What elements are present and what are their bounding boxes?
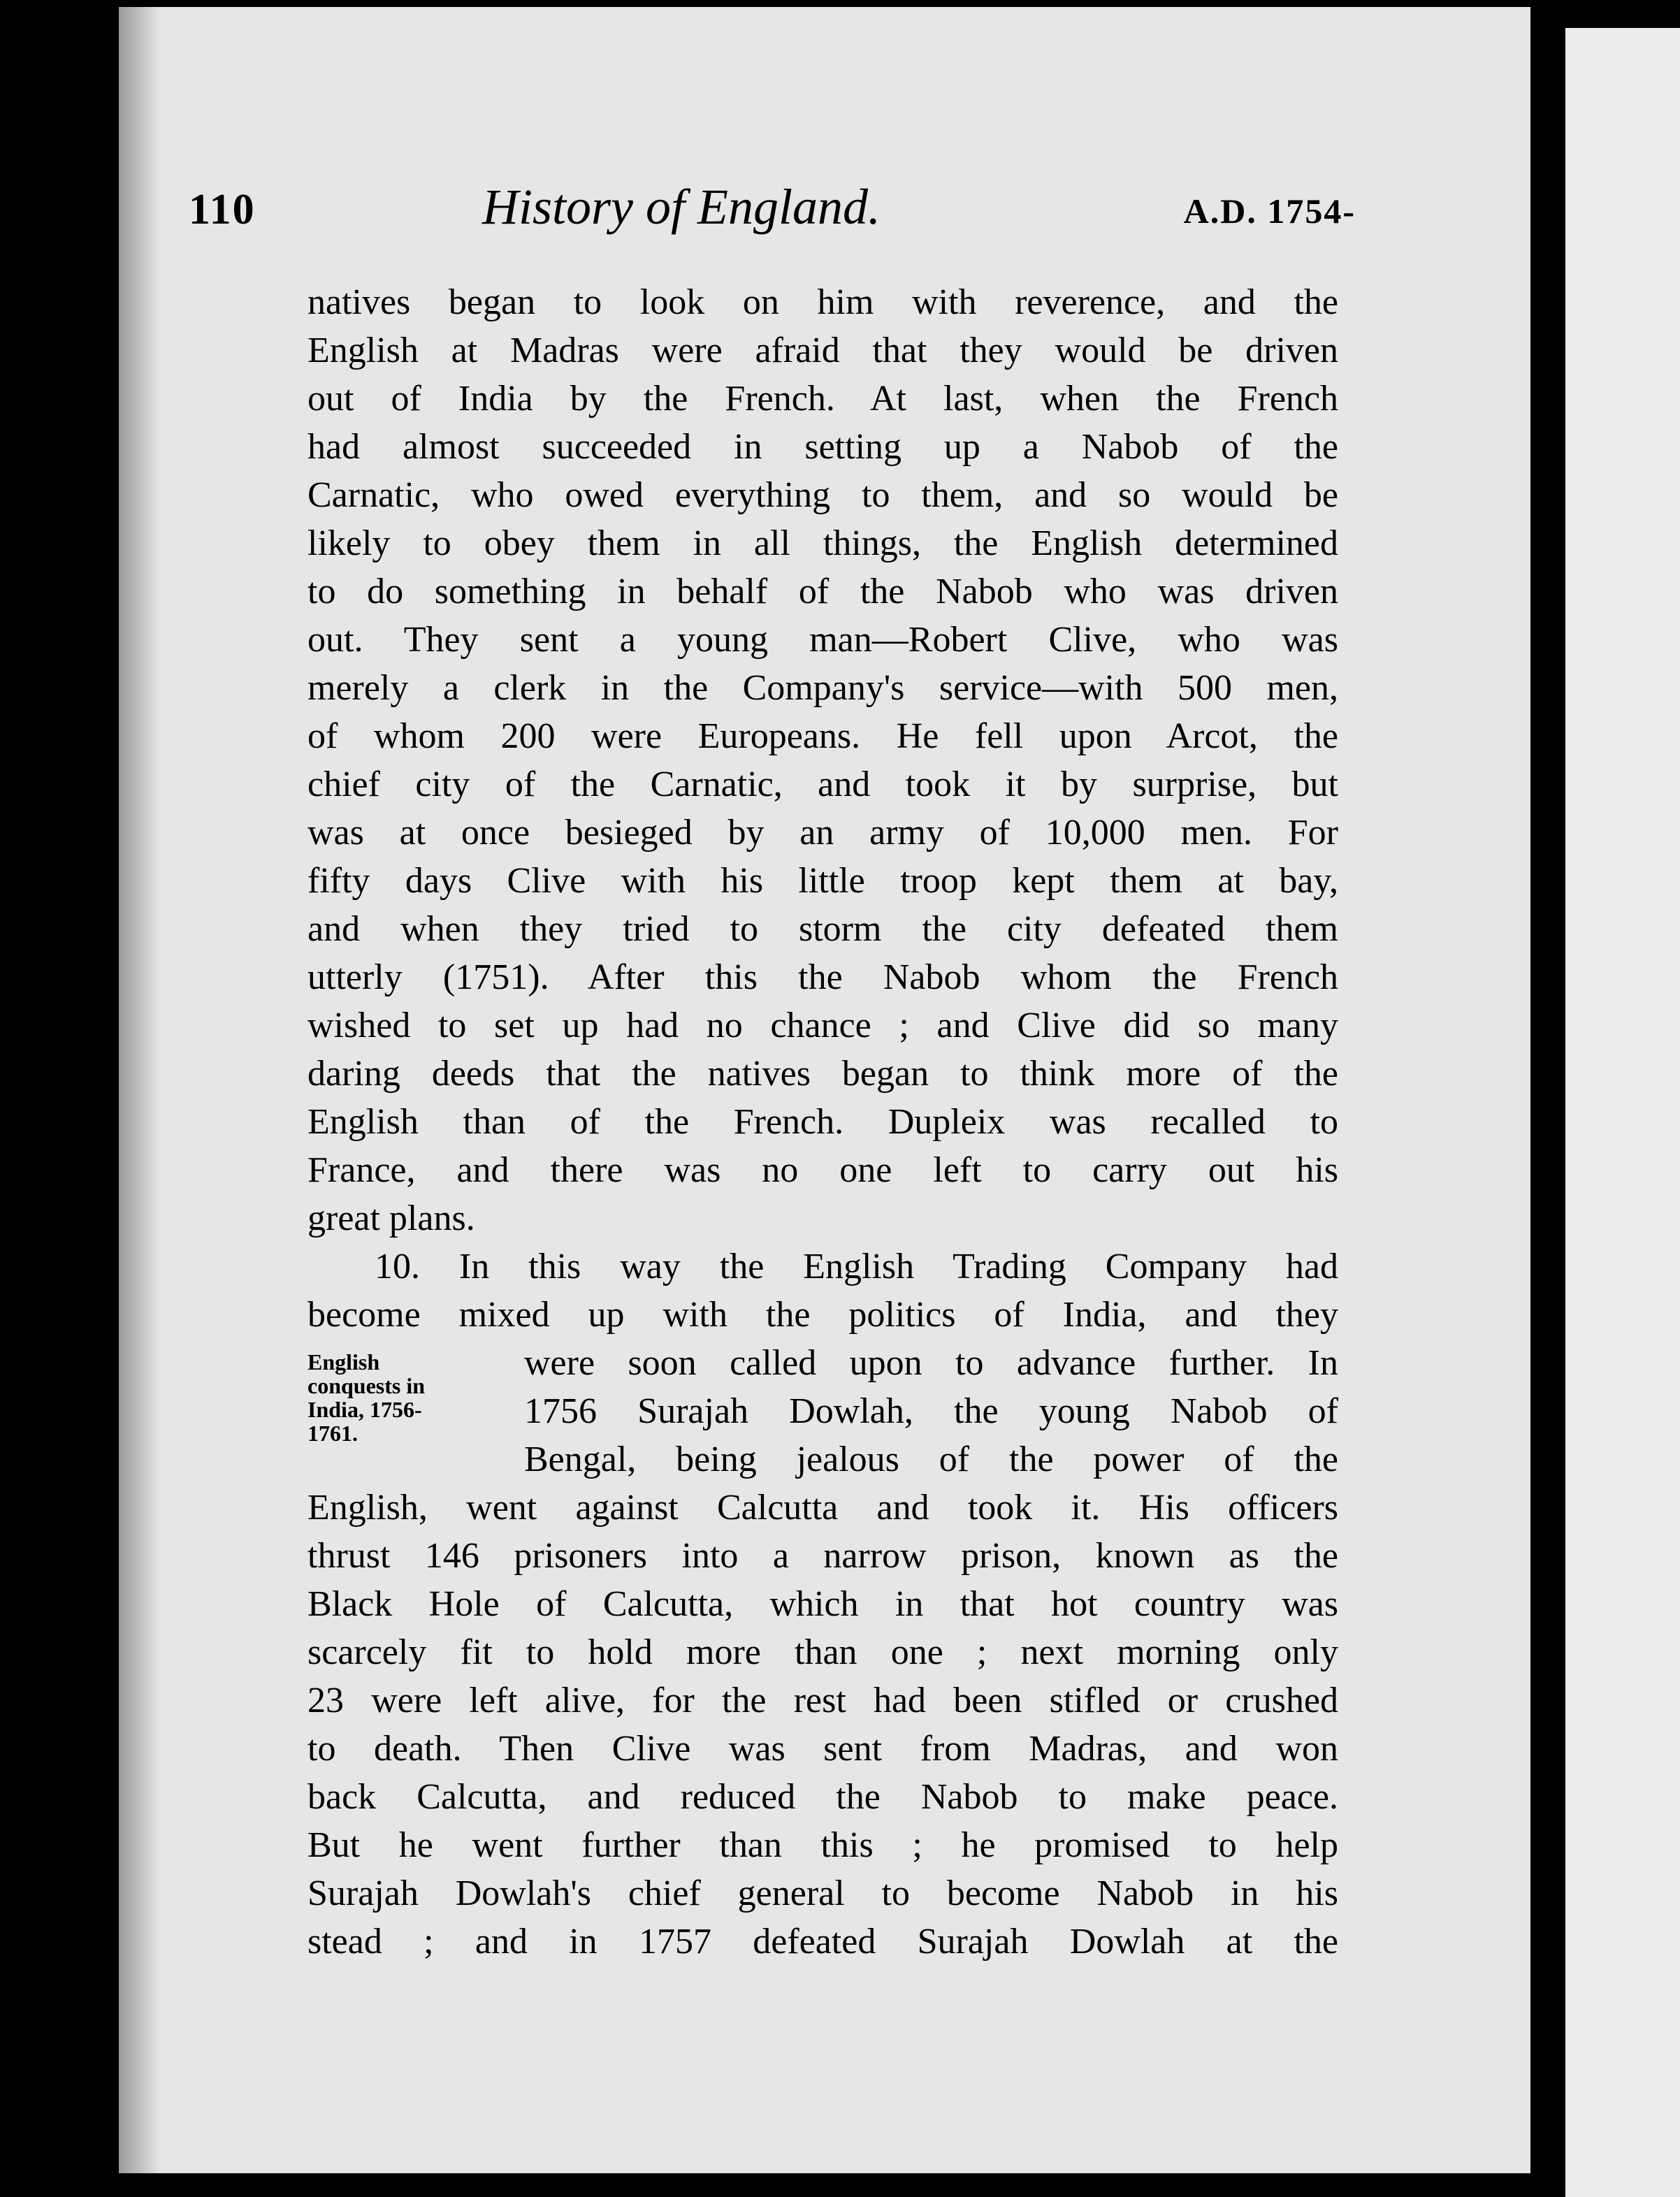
body-text xyxy=(307,278,1338,1966)
text-line: 1756 Surajah Dowlah, the young Nabob of xyxy=(524,1391,1338,1431)
text-line: But he went further than this ; he promised to help xyxy=(307,1825,1338,1865)
text-line: merely a clerk in the Company's service—with 500 men, xyxy=(307,668,1338,708)
text-line: Carnatic, who owed everything to them, and so would be xyxy=(307,475,1338,515)
text-line: were soon called upon to advance further. In xyxy=(524,1343,1338,1383)
page-header xyxy=(189,178,1356,241)
text-line: of whom 200 were Europeans. He fell upon Arcot, the xyxy=(307,716,1338,756)
text-line: had almost succeeded in setting up a Nabob of the xyxy=(307,427,1338,467)
text-line: to do something in behalf of the Nabob who was driven xyxy=(307,572,1338,611)
text-line: chief city of the Carnatic, and took it by surprise, but xyxy=(307,764,1338,804)
text-line: English than of the French. Dupleix was recalled to xyxy=(307,1102,1338,1142)
text-line: English, went against Calcutta and took it. His officers xyxy=(307,1488,1338,1528)
page-number: 110 xyxy=(189,186,256,233)
sidenote-line: 1761. xyxy=(307,1421,358,1446)
paragraph-start-line: 10. In this way the English Trading Company had xyxy=(375,1247,1338,1286)
sidenote-line: English xyxy=(307,1349,380,1375)
text-line: stead ; and in 1757 defeated Surajah Dowlah at the xyxy=(307,1922,1338,1962)
text-line: back Calcutta, and reduced the Nabob to make peace. xyxy=(307,1777,1338,1817)
text-line: become mixed up with the politics of India, and they xyxy=(307,1295,1338,1335)
text-line: out. They sent a young man—Robert Clive, who was xyxy=(307,620,1338,660)
text-line: utterly (1751). After this the Nabob whom the French xyxy=(307,957,1338,997)
text-line: Black Hole of Calcutta, which in that hot country was xyxy=(307,1584,1338,1624)
text-line: natives began to look on him with reverence, and the xyxy=(307,282,1338,322)
page-gutter-shadow xyxy=(119,7,161,2173)
text-line: scarcely fit to hold more than one ; next morning only xyxy=(307,1632,1338,1672)
text-line: Surajah Dowlah's chief general to become Nabob in his xyxy=(307,1873,1338,1913)
date-label: A.D. 1754- xyxy=(1183,191,1356,231)
text-line: and when they tried to storm the city defeated them xyxy=(307,909,1338,949)
text-line: 23 were left alive, for the rest had been stifled or crushed xyxy=(307,1681,1338,1720)
text-line: wished to set up had no chance ; and Clive did so many xyxy=(307,1006,1338,1045)
text-line: great plans. xyxy=(307,1198,475,1238)
text-line: likely to obey them in all things, the English determined xyxy=(307,523,1338,563)
text-line: thrust 146 prisoners into a narrow prison, known as the xyxy=(307,1536,1338,1576)
text-line: fifty days Clive with his little troop kept them at bay, xyxy=(307,861,1338,901)
text-line: Bengal, being jealous of the power of the xyxy=(524,1440,1338,1479)
text-line: daring deeds that the natives began to think more of the xyxy=(307,1054,1338,1094)
text-line: France, and there was no one left to carry out his xyxy=(307,1150,1338,1190)
running-title: History of England. xyxy=(482,179,881,235)
adjacent-page-edge xyxy=(1565,28,1680,2197)
sidenote-line: conquests in xyxy=(307,1373,426,1398)
sidenote-line: India, 1756- xyxy=(307,1397,422,1422)
text-line: English at Madras were afraid that they would be driven xyxy=(307,331,1338,370)
text-line: to death. Then Clive was sent from Madras, and won xyxy=(307,1729,1338,1769)
text-line: out of India by the French. At last, when the French xyxy=(307,379,1338,419)
text-line: was at once besieged by an army of 10,000 men. For xyxy=(307,813,1338,853)
